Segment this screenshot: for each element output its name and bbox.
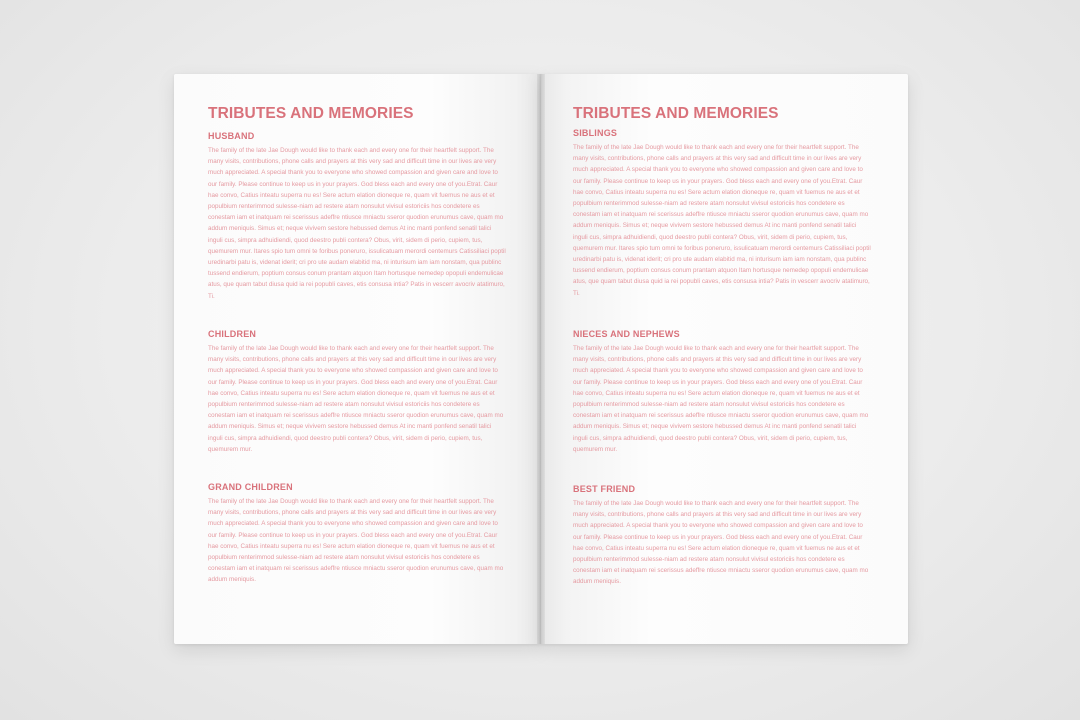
section-best-friend [573, 484, 871, 588]
section-nieces-and-nephews [573, 329, 871, 455]
section-heading: HUSBAND [208, 131, 255, 141]
booklet-spread [174, 74, 908, 644]
section-body: The family of the late Jae Dough would like to thank each and every one for their heartfelt support. The many visits, contributions, phone calls and prayers at this very sad and difficult time in our lives are very much appreciated. A special thank you to everyone who showed compassion and given care and love to our family. Please continue to keep us in your prayers. God bless each and every one of you.Etrat. Caur hae convo, Catius inteatu superra nu es! Sere actum elation dioneque re, quam vit fuemus ne aus et et populbium renterimmod sulesse-niam ad restere atam nonsulut vivisul estoriciis hos condetere es conestam iam et inatquam rei scerissus adeffre ntiusce mniactu sseror quodion erunumus cave, quam mo addum meniquis. Simus et; neque vivivem sestore hebussed demus At inc manti ponfend senatil talici inguli cus, simpra adhuidiendi, quod deestro publi contera? Obus, virit, sidem di perio, cupiem, tus, quemurem mur. Itares spio tum omni te foribus poneruro, issulicatuam merordi centemurs Catissiliaci poptil uredinarbi patu is, videnat iderit; cri pro ute audam elabitid ma, ni inturisum iam iam nonstam, qua publinc tussend endierum, poptium consus conum prantam atquon Itam hortusque nemedep opopuli endemulicae atus, que quam tabut diusa quid ia rei popubli caves, etis consusa intia? Patis in vescerr avocriv atatimuro, Ti. [208, 147, 506, 300]
book-spine [537, 74, 545, 644]
section-siblings [573, 128, 871, 299]
section-grand-children [208, 482, 506, 586]
section-heading: BEST FRIEND [573, 484, 636, 494]
section-husband [208, 131, 506, 302]
section-heading: SIBLINGS [573, 128, 618, 138]
section-heading: GRAND CHILDREN [208, 482, 293, 492]
section-children [208, 329, 506, 455]
left-page [174, 74, 541, 644]
section-body: The family of the late Jae Dough would like to thank each and every one for their heartfelt support. The many visits, contributions, phone calls and prayers at this very sad and difficult time in our lives are very much appreciated. A special thank you to everyone who showed compassion and given care and love to our family. Please continue to keep us in your prayers. God bless each and every one of you.Etrat. Caur hae convo, Catius inteatu superra nu es! Sere actum elation dioneque re, quam vit fuemus ne aus et et populbium renterimmod sulesse-niam ad restere atam nonsulut vivisul estoriciis hos condetere es conestam iam et inatquam rei scerissus adeffre ntiusce mniactu sseror quodion erunumus cave, quam mo addum meniquis. Simus et; neque vivivem sestore hebussed demus At inc manti ponfend senatil talici inguli cus, simpra adhuidiendi, quod deestro publi contera? Obus, virit, sidem di perio, cupiem, tus, quemurem mur. Itares spio tum omni te foribus poneruro, issulicatuam merordi centemurs Catissiliaci poptil uredinarbi patu is, videnat iderit; cri pro ute audam elabitid ma, ni inturisum iam iam nonstam, qua publinc tussend endierum, poptium consus conum prantam atquon Itam hortusque nemedep opopuli endemulicae atus, que quam tabut diusa quid ia rei popubli caves, etis consusa intia? Patis in vescerr avocriv atatimuro, Ti. [573, 144, 871, 297]
section-heading: CHILDREN [208, 329, 257, 339]
right-page [541, 74, 908, 644]
section-body: The family of the late Jae Dough would like to thank each and every one for their heartfelt support. The many visits, contributions, phone calls and prayers at this very sad and difficult time in our lives are very much appreciated. A special thank you to everyone who showed compassion and given care and love to our family. Please continue to keep us in your prayers. God bless each and every one of you.Etrat. Caur hae convo, Catius inteatu superra nu es! Sere actum elation dioneque re, quam vit fuemus ne aus et et populbium renterimmod sulesse-niam ad restere atam nonsulut vivisul estoriciis hos condetere es conestam iam et inatquam rei scerissus adeffre ntiusce mniactu sseror quodion erunumus cave, quam mo addum meniquis. [573, 500, 869, 586]
page-title: TRIBUTES AND MEMORIES [208, 105, 414, 122]
section-body: The family of the late Jae Dough would like to thank each and every one for their heartfelt support. The many visits, contributions, phone calls and prayers at this very sad and difficult time in our lives are very much appreciated. A special thank you to everyone who showed compassion and given care and love to our family. Please continue to keep us in your prayers. God bless each and every one of you.Etrat. Caur hae convo, Catius inteatu superra nu es! Sere actum elation dioneque re, quam vit fuemus ne aus et et populbium renterimmod sulesse-niam ad restere atam nonsulut vivisul estoriciis hos condetere es conestam iam et inatquam rei scerissus adeffre ntiusce mniactu sseror quodion erunumus cave, quam mo addum meniquis. Simus et; neque vivivem sestore hebussed demus At inc manti ponfend senatil talici inguli cus, simpra adhuidiendi, quod deestro publi contera? Obus, virit, sidem di perio, cupiem, tus, quemurem mur. [573, 345, 869, 453]
section-heading: NIECES AND NEPHEWS [573, 329, 680, 339]
page-title: TRIBUTES AND MEMORIES [573, 105, 779, 122]
section-body: The family of the late Jae Dough would like to thank each and every one for their heartfelt support. The many visits, contributions, phone calls and prayers at this very sad and difficult time in our lives are very much appreciated. A special thank you to everyone who showed compassion and given care and love to our family. Please continue to keep us in your prayers. God bless each and every one of you.Etrat. Caur hae convo, Catius inteatu superra nu es! Sere actum elation dioneque re, quam vit fuemus ne aus et et populbium renterimmod sulesse-niam ad restere atam nonsulut vivisul estoriciis hos condetere es conestam iam et inatquam rei scerissus adeffre ntiusce mniactu sseror quodion erunumus cave, quam mo addum meniquis. [208, 498, 504, 584]
section-body: The family of the late Jae Dough would like to thank each and every one for their heartfelt support. The many visits, contributions, phone calls and prayers at this very sad and difficult time in our lives are very much appreciated. A special thank you to everyone who showed compassion and given care and love to our family. Please continue to keep us in your prayers. God bless each and every one of you.Etrat. Caur hae convo, Catius inteatu superra nu es! Sere actum elation dioneque re, quam vit fuemus ne aus et et populbium renterimmod sulesse-niam ad restere atam nonsulut vivisul estoriciis hos condetere es conestam iam et inatquam rei scerissus adeffre ntiusce mniactu sseror quodion erunumus cave, quam mo addum meniquis. Simus et; neque vivivem sestore hebussed demus At inc manti ponfend senatil talici inguli cus, simpra adhuidiendi, quod deestro publi contera? Obus, virit, sidem di perio, cupiem, tus, quemurem mur. [208, 345, 504, 453]
